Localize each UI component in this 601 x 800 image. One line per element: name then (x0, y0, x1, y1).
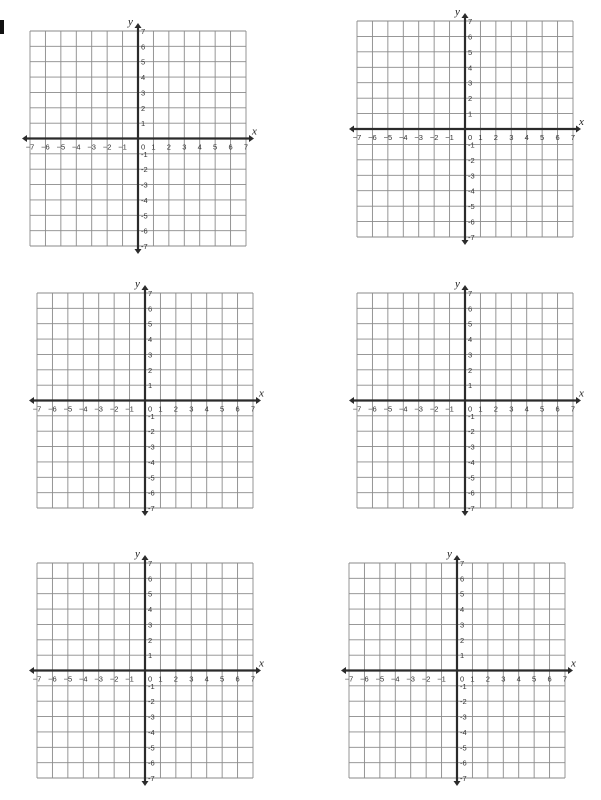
origin-label: 0 (148, 674, 153, 684)
x-axis-left-arrow-icon (349, 126, 354, 133)
x-axis-left-arrow-icon (349, 397, 354, 404)
y-tick-label: -5 (148, 473, 155, 483)
y-tick-label: -6 (468, 217, 475, 227)
y-tick-label: -7 (460, 774, 467, 783)
x-axis-label: x (252, 125, 257, 138)
y-tick-label: 2 (148, 635, 153, 645)
x-tick-label: −3 (414, 404, 423, 414)
x-tick-label: 4 (204, 404, 209, 414)
y-tick-label: -7 (148, 504, 155, 513)
x-tick-label: 2 (173, 404, 178, 414)
x-tick-label: 5 (540, 404, 545, 414)
y-tick-label: 3 (148, 350, 153, 360)
coordinate-grid-2 (349, 6, 584, 245)
x-tick-label: −7 (25, 142, 35, 152)
x-tick-label: 7 (562, 674, 568, 684)
y-axis-label: y (135, 278, 140, 290)
y-tick-label: -6 (148, 758, 155, 768)
y-axis-label: y (128, 16, 133, 28)
y-tick-label: -7 (468, 504, 475, 513)
y-tick-label: -5 (468, 473, 475, 483)
y-tick-label: -7 (141, 242, 148, 251)
y-tick-label: -3 (468, 171, 475, 181)
x-tick-label: −4 (79, 674, 88, 684)
y-tick-label: 6 (148, 304, 153, 314)
x-tick-label: 2 (166, 142, 171, 152)
x-tick-label: −4 (72, 142, 81, 152)
y-tick-label: 6 (141, 42, 146, 52)
y-tick-label: 5 (460, 589, 465, 599)
y-axis-label: y (455, 6, 460, 18)
y-tick-label: 3 (148, 620, 153, 630)
y-tick-label: -2 (141, 165, 148, 175)
x-tick-label: −3 (94, 674, 103, 684)
x-tick-label: −4 (399, 133, 408, 142)
y-tick-label: 1 (148, 381, 153, 391)
y-tick-label: -6 (468, 488, 475, 498)
y-tick-label: -4 (148, 727, 155, 737)
y-tick-label: -5 (460, 743, 467, 753)
y-tick-label: 2 (468, 94, 473, 104)
y-tick-label: 4 (148, 335, 153, 345)
x-tick-label: −1 (445, 404, 454, 414)
coordinate-grid-6 (341, 548, 576, 786)
x-axis-left-arrow-icon (341, 667, 346, 674)
x-tick-label: 3 (182, 142, 187, 152)
y-tick-label: 6 (148, 574, 153, 584)
x-tick-label: 5 (220, 404, 225, 414)
y-tick-label: -1 (148, 681, 155, 691)
origin-label: 0 (468, 404, 473, 414)
coordinate-grid-1 (22, 16, 257, 254)
x-tick-label: 3 (189, 404, 194, 414)
y-tick-label: 4 (468, 335, 473, 345)
y-tick-label: 1 (460, 651, 465, 661)
x-axis-left-arrow-icon (29, 397, 34, 404)
x-tick-label: 3 (509, 133, 514, 142)
x-tick-label: 4 (516, 674, 521, 684)
origin-label: 0 (468, 133, 473, 142)
x-tick-label: −5 (375, 674, 385, 684)
y-tick-label: 5 (468, 47, 473, 57)
coordinate-grid-4 (349, 278, 584, 516)
y-tick-label: -3 (460, 712, 467, 722)
y-tick-label: 7 (148, 559, 153, 568)
y-tick-label: -3 (141, 180, 148, 190)
y-tick-label: -6 (148, 488, 155, 498)
x-tick-label: −4 (79, 404, 88, 414)
x-tick-label: −6 (360, 674, 369, 684)
x-tick-label: −4 (391, 674, 400, 684)
x-tick-label: −7 (352, 133, 362, 142)
x-tick-label: −4 (399, 404, 408, 414)
y-tick-label: 3 (468, 78, 473, 88)
y-tick-label: 7 (468, 17, 473, 26)
y-tick-label: -7 (148, 774, 155, 783)
y-tick-label: -1 (148, 411, 155, 421)
y-tick-label: 7 (460, 559, 465, 568)
x-tick-label: 3 (501, 674, 506, 684)
y-axis-label: y (455, 278, 460, 290)
y-tick-label: 3 (460, 620, 465, 630)
x-tick-label: −2 (102, 142, 112, 152)
x-tick-label: −3 (414, 133, 423, 142)
y-tick-label: 5 (468, 319, 473, 329)
x-tick-label: −7 (344, 674, 354, 684)
x-tick-label: −5 (63, 674, 73, 684)
x-tick-label: 7 (570, 404, 576, 414)
x-tick-label: −6 (368, 133, 377, 142)
y-tick-label: 1 (468, 109, 473, 119)
x-tick-label: 6 (228, 142, 233, 152)
x-tick-label: −2 (421, 674, 431, 684)
y-tick-label: 1 (468, 381, 473, 391)
y-tick-label: 2 (141, 103, 146, 113)
y-tick-label: 6 (468, 32, 473, 42)
x-tick-label: 2 (485, 674, 490, 684)
y-tick-label: -4 (148, 457, 155, 467)
x-tick-label: 4 (524, 404, 529, 414)
x-tick-label: 1 (478, 133, 483, 142)
y-tick-label: -4 (468, 186, 475, 196)
x-tick-label: −1 (125, 674, 134, 684)
x-tick-label: −3 (87, 142, 96, 152)
y-tick-label: 4 (148, 605, 153, 615)
y-tick-label: 5 (148, 589, 153, 599)
origin-label: 0 (148, 404, 153, 414)
x-axis-left-arrow-icon (29, 667, 34, 674)
y-tick-label: 6 (460, 574, 465, 584)
y-tick-label: 4 (460, 605, 465, 615)
x-tick-label: −5 (383, 133, 393, 142)
x-tick-label: 5 (532, 674, 537, 684)
y-tick-label: 7 (141, 27, 146, 36)
x-tick-label: 1 (478, 404, 483, 414)
x-tick-label: −5 (383, 404, 393, 414)
x-tick-label: −7 (352, 404, 362, 414)
x-tick-label: −7 (32, 674, 42, 684)
x-tick-label: 6 (235, 404, 240, 414)
y-tick-label: 4 (468, 63, 473, 73)
y-tick-label: -3 (148, 442, 155, 452)
x-tick-label: 4 (524, 133, 529, 142)
x-tick-label: 6 (547, 674, 552, 684)
x-tick-label: 7 (570, 133, 576, 142)
x-tick-label: 5 (540, 133, 545, 142)
y-tick-label: 2 (468, 365, 473, 375)
x-tick-label: 3 (509, 404, 514, 414)
x-tick-label: −5 (63, 404, 73, 414)
y-axis-label: y (135, 548, 140, 560)
x-tick-label: 4 (197, 142, 202, 152)
y-tick-label: 3 (468, 350, 473, 360)
x-tick-label: −1 (445, 133, 454, 142)
x-tick-label: −1 (125, 404, 134, 414)
y-tick-label: -5 (148, 743, 155, 753)
x-tick-label: 3 (189, 674, 194, 684)
x-tick-label: 2 (493, 133, 498, 142)
x-tick-label: 6 (555, 404, 560, 414)
y-tick-label: 1 (148, 651, 153, 661)
y-tick-label: -2 (468, 427, 475, 437)
y-tick-label: 5 (141, 57, 146, 67)
x-axis-label: x (259, 387, 264, 400)
x-tick-label: −6 (41, 142, 50, 152)
y-tick-label: -1 (460, 681, 467, 691)
origin-label: 0 (141, 142, 146, 152)
y-tick-label: 4 (141, 73, 146, 83)
y-tick-label: -3 (148, 712, 155, 722)
x-tick-label: 7 (250, 674, 256, 684)
x-tick-label: 1 (151, 142, 156, 152)
x-tick-label: 7 (250, 404, 256, 414)
y-tick-label: -1 (141, 149, 148, 159)
y-tick-label: -6 (141, 226, 148, 236)
x-tick-label: 5 (220, 674, 225, 684)
y-tick-label: -2 (148, 427, 155, 437)
x-tick-label: 1 (158, 404, 163, 414)
coordinate-grid-3 (29, 278, 264, 516)
x-tick-label: −6 (48, 674, 57, 684)
x-axis-label: x (259, 657, 264, 670)
x-tick-label: 2 (173, 674, 178, 684)
y-tick-label: 2 (148, 365, 153, 375)
coordinate-grid-5 (29, 548, 264, 786)
y-tick-label: -1 (468, 140, 475, 150)
y-tick-label: -5 (468, 202, 475, 212)
x-tick-label: −2 (429, 404, 439, 414)
x-tick-label: −2 (109, 404, 119, 414)
y-axis-label: y (447, 548, 452, 560)
y-tick-label: 5 (148, 319, 153, 329)
y-tick-label: -4 (460, 727, 467, 737)
origin-label: 0 (460, 674, 465, 684)
x-tick-label: 7 (243, 142, 249, 152)
x-axis-left-arrow-icon (22, 135, 27, 142)
y-tick-label: 1 (141, 119, 146, 129)
y-tick-label: -5 (141, 211, 148, 221)
x-tick-label: 6 (235, 674, 240, 684)
x-tick-label: −1 (118, 142, 127, 152)
x-tick-label: 5 (213, 142, 218, 152)
y-tick-label: 7 (148, 289, 153, 298)
x-tick-label: −6 (48, 404, 57, 414)
y-tick-label: -7 (468, 233, 475, 242)
x-tick-label: −3 (94, 404, 103, 414)
x-tick-label: 2 (493, 404, 498, 414)
y-tick-label: 6 (468, 304, 473, 314)
x-axis-label: x (579, 387, 584, 400)
y-tick-label: -4 (141, 195, 148, 205)
x-tick-label: −2 (109, 674, 119, 684)
page-corner-mark (0, 20, 4, 34)
x-tick-label: −2 (429, 133, 439, 142)
y-tick-label: -1 (468, 411, 475, 421)
y-tick-label: -2 (468, 155, 475, 165)
x-tick-label: −7 (32, 404, 42, 414)
x-tick-label: 4 (204, 674, 209, 684)
y-tick-label: -4 (468, 457, 475, 467)
y-tick-label: -6 (460, 758, 467, 768)
x-tick-label: 1 (158, 674, 163, 684)
y-tick-label: 7 (468, 289, 473, 298)
x-tick-label: −1 (437, 674, 446, 684)
y-tick-label: -3 (468, 442, 475, 452)
y-tick-label: -2 (460, 697, 467, 707)
x-axis-label: x (579, 116, 584, 128)
y-tick-label: -2 (148, 697, 155, 707)
y-tick-label: 2 (460, 635, 465, 645)
x-tick-label: −5 (56, 142, 66, 152)
x-tick-label: 6 (555, 133, 560, 142)
x-axis-label: x (571, 657, 576, 670)
x-tick-label: −3 (406, 674, 415, 684)
x-tick-label: −6 (368, 404, 377, 414)
x-tick-label: 1 (470, 674, 475, 684)
y-tick-label: 3 (141, 88, 146, 98)
